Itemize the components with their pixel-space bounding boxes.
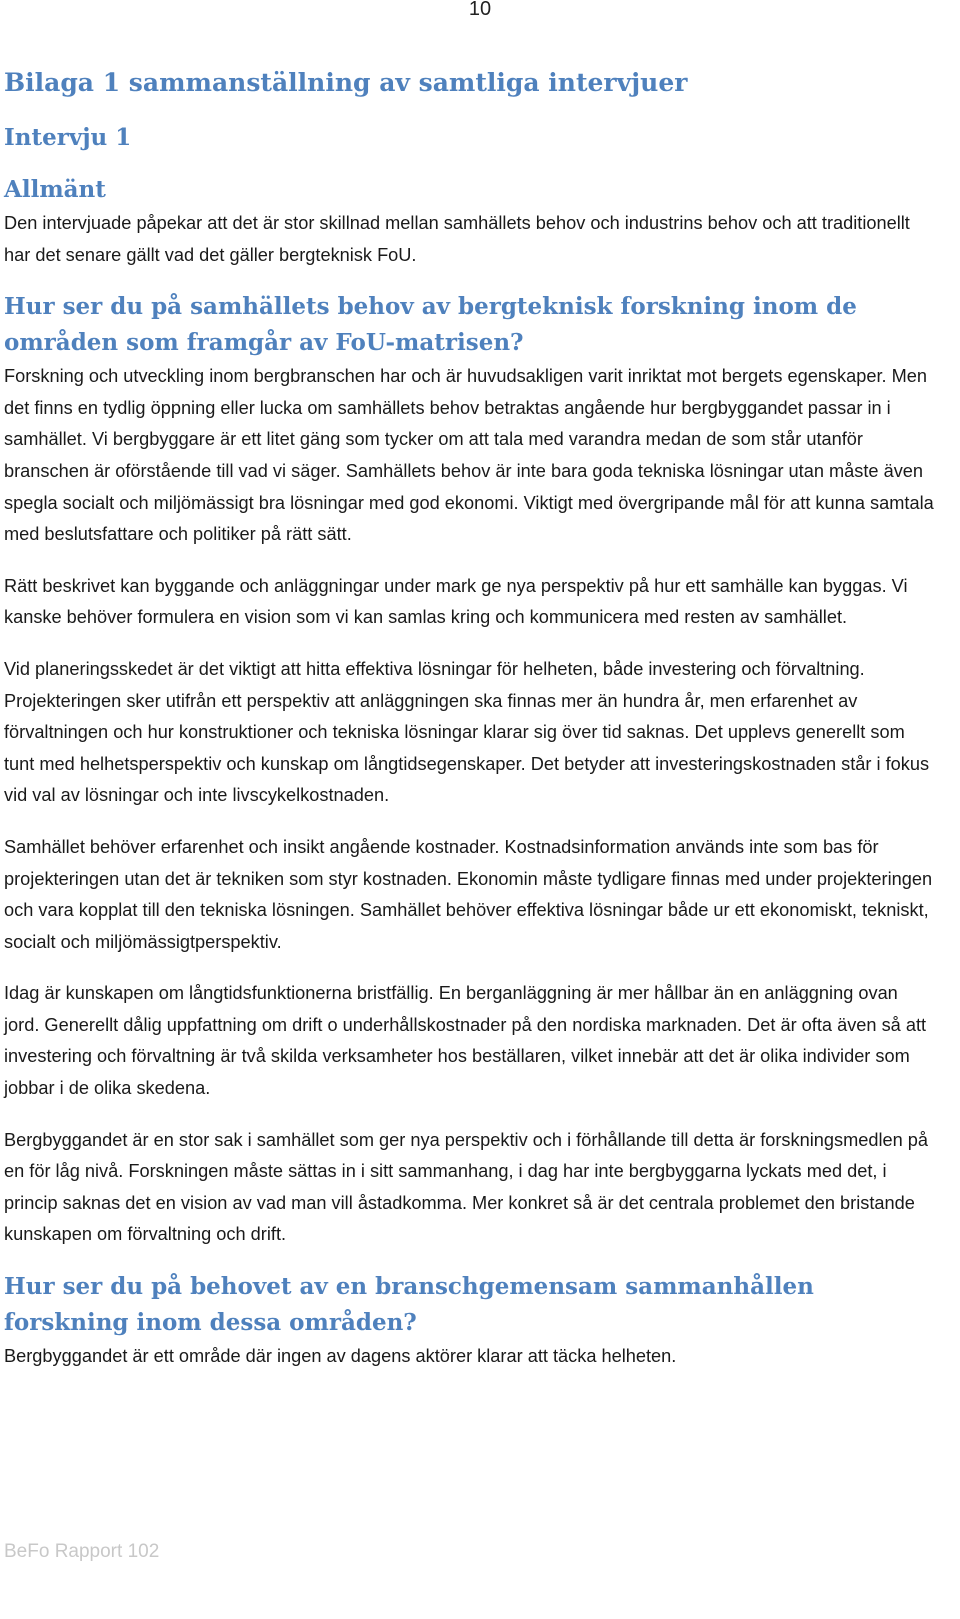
paragraph: Den intervjuade påpekar att det är stor skillnad mellan samhällets behov och industrins behov och att traditionellt har det senare gällt vad det gäller bergteknisk FoU. [4,213,910,265]
section-general [4,172,938,271]
paragraph: Forskning och utveckling inom bergbranschen har och är huvudsakligen varit inriktat mot bergets egenskaper. Men det finns en tydlig öppning eller lucka om samhällets behov betraktas angående hur bergbyggandet passar in i samhället. Vi bergbyggare är ett litet gäng som tycker om att tala med varandra medan de som står utanför branschen är oförstående till vad vi säger. Samhällets behov är inte bara goda tekniska lösningar utan måste även spegla socialt och miljömässigt bra lösningar med god ekonomi. Viktigt med övergripande mål för att kunna samtala med beslutsfattare och politiker på rätt sätt. [4,366,934,545]
interview-title: Intervju 1 [4,124,132,151]
paragraph: Bergbyggandet är ett område där ingen av dagens aktörer klarar att täcka helheten. [4,1346,677,1367]
section-societal-needs [4,289,938,1251]
report-footer: BeFo Rapport 102 [4,1541,160,1562]
paragraph: Rätt beskrivet kan byggande och anläggningar under mark ge nya perspektiv på hur ett samhälle kan byggas. Vi kanske behöver formulera en vision som vi kan samlas kring och kommunicera med resten av samhället. [4,575,908,628]
paragraph: Vid planeringsskedet är det viktigt att hitta effektiva lösningar för helheten, både investering och förvaltning. Projekteringen sker utifrån ett perspektiv att anläggningen ska finnas mer än hundra år, men erfarenhet av förvaltningen och hur konstruktioner och tekniska lösningar klarar sig över tid saknas. Det upplevs generellt som tunt med helhetsperspektiv och kunskap om långtidsegenskaper. Det betyder att investeringskostnaden står i fokus vid val av lösningar och inte livscykelkostnaden. [4,658,930,806]
paragraph: Idag är kunskapen om långtidsfunktionerna bristfällig. En berganläggning är mer hållbar än en anläggning ovan jord. Generellt dålig uppfattning om drift o underhållskostnader på den nordiska marknaden. Det är ofta även så att investering och förvaltning är två skilda verksamheter hos beställaren, vilket innebär att det är olika individer som jobbar i de olika skedena. [4,983,927,1099]
question-heading: Hur ser du på behovet av en branschgemensam sammanhållen forskning inom dessa områden? [4,1273,814,1337]
section-joint-research [4,1269,938,1373]
paragraph: Samhället behöver erfarenhet och insikt angående kostnader. Kostnadsinformation används inte som bas för projekteringen utan det är tekniken som styr kostnaden. Ekonomin måste tydligare finnas med under projekteringen och vara kopplat till den tekniska lösningen. Samhället behöver effektiva lösningar både ur ett ekonomiskt, tekniskt, socialt och miljömässigtperspektiv. [4,836,933,952]
appendix-title: Bilaga 1 sammanställning av samtliga intervjuer [4,68,688,97]
document-body [4,62,938,1373]
question-heading: Hur ser du på samhällets behov av bergteknisk forskning inom de områden som framgår av FoU-matrisen? [4,293,857,357]
section-heading: Allmänt [4,176,106,203]
page-number: 10 [468,0,492,20]
paragraph: Bergbyggandet är en stor sak i samhället som ger nya perspektiv och i förhållande till detta är forskningsmedlen på en för låg nivå. Forskningen måste sättas in i sitt sammanhang, i dag har inte bergbyggarna lyckats med det, i princip saknas det en vision av vad man vill åstadkomma. Mer konkret så är det centrala problemet den bristande kunskapen om förvaltning och drift. [4,1129,929,1245]
